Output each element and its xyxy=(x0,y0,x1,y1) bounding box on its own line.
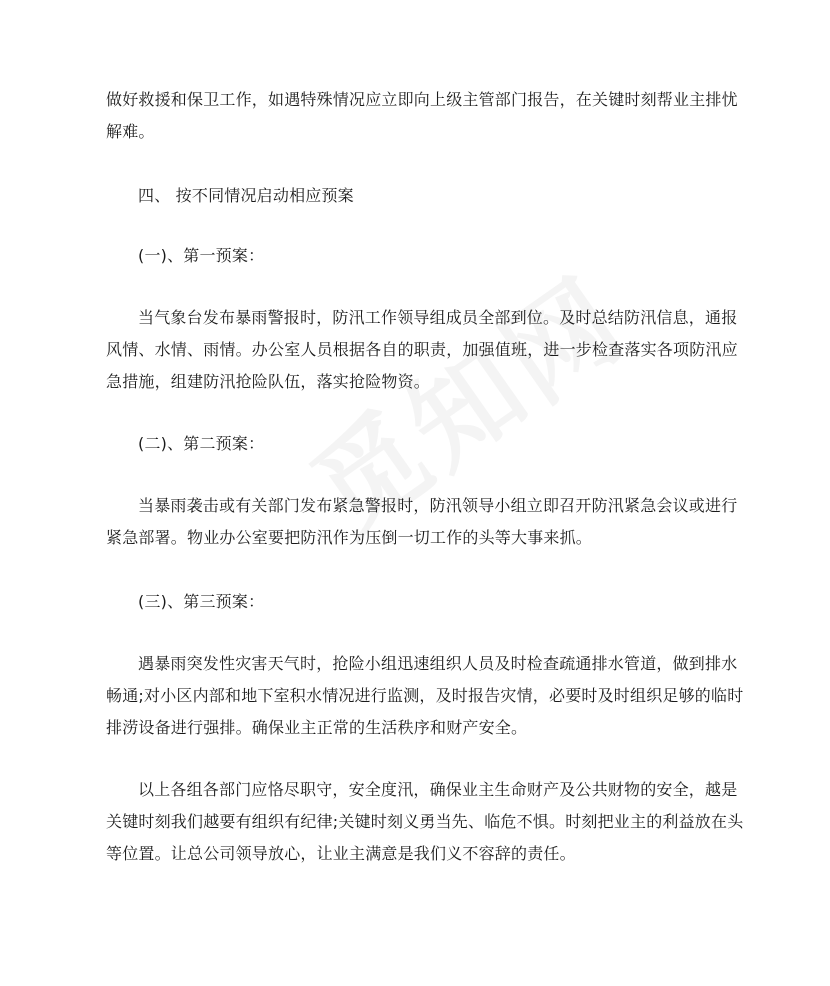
section-heading-4: 四、 按不同情况启动相应预案 xyxy=(138,186,354,205)
plan-1-heading: (一)、第一预案： xyxy=(138,246,265,265)
plan-3-body: 遇暴雨突发性灾害天气时，抢险小组迅速组织人员及时检查疏通排水管道，做到排水畅通;对小区内部和地下室积水情况进行监测，及时报告灾情，必要时及时组织足够的临时排涝设备进行强排。确保业主正常的生活秩序和财产安全。 xyxy=(106,654,744,737)
plan-3-heading: (三)、第三预案： xyxy=(138,592,265,611)
plan-2-heading: (二)、第二预案： xyxy=(138,434,265,453)
plan-2-body: 当暴雨袭击或有关部门发布紧急警报时，防汛领导小组立即召开防汛紧急会议或进行紧急部署。物业办公室要把防汛作为压倒一切工作的头等大事来抓。 xyxy=(106,496,738,547)
paragraph-rescue: 做好救援和保卫工作，如遇特殊情况应立即向上级主管部门报告，在关键时刻帮业主排忧解难。 xyxy=(106,90,738,141)
plan-1-body: 当气象台发布暴雨警报时，防汛工作领导组成员全部到位。及时总结防汛信息，通报风情、水情、雨情。办公室人员根据各自的职责，加强值班，进一步检查落实各项防汛应急措施，组建防汛抢险队伍，落实抢险物资。 xyxy=(106,308,738,391)
closing-paragraph: 以上各组各部门应恪尽职守，安全度汛，确保业主生命财产及公共财物的安全，越是关键时刻我们越要有组织有纪律;关键时刻义勇当先、临危不惧。时刻把业主的利益放在头等位置。让总公司领导放心，让业主满意是我们义不容辞的责任。 xyxy=(106,780,744,863)
